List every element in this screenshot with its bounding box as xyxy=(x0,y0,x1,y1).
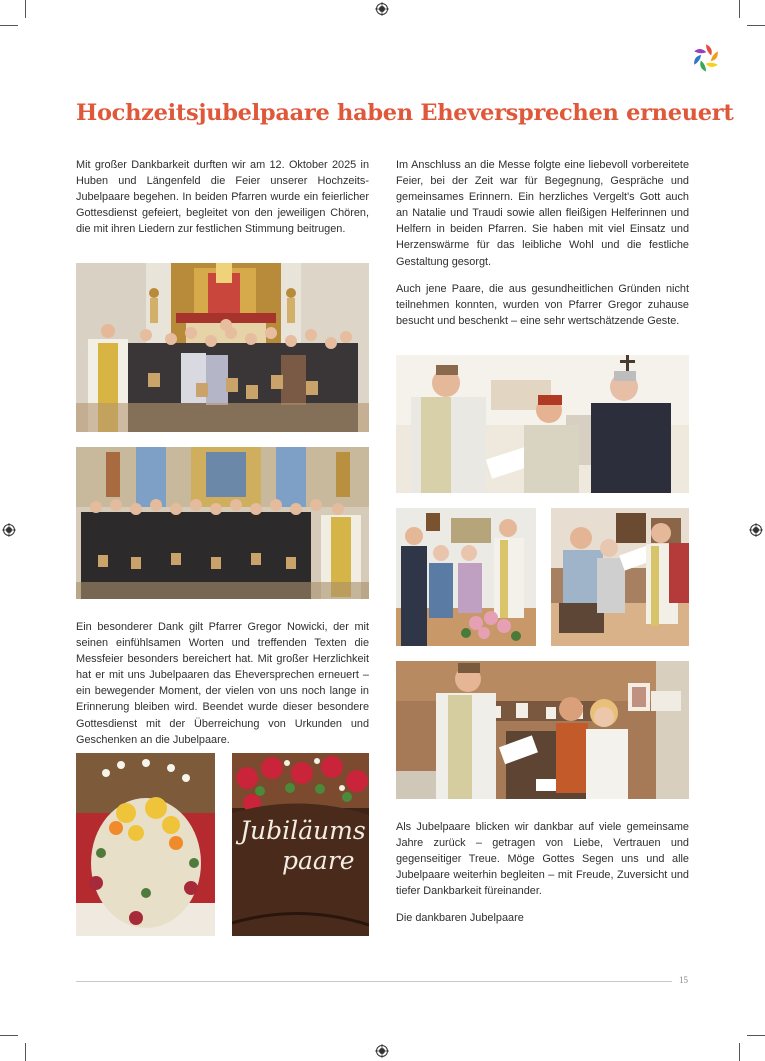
page-number: 15 xyxy=(679,975,688,985)
registration-mark-icon xyxy=(375,2,389,16)
crop-mark xyxy=(0,25,18,26)
article-paragraph-thanks: Ein besonderer Dank gilt Pfarrer Gregor Nowicki, der mit seinen einfühlsamen Worten und treffenden Texten die Messfeier besonders bereichert hat. Mit großer Herzlichkeit hat er mit uns Jubelpaaren das Eheversprechen erneuert – ein bewegender Moment, der vielen von uns noch lange in Erinnerung bleiben wird. Beendet wurde dieser besondere Gottesdienst mit der Überreichung von Urkunden und Geschenken an die Jubelpaare. xyxy=(76,621,369,746)
crop-mark xyxy=(747,25,765,26)
cake-lettering-line2: paare xyxy=(282,846,355,875)
photo-home-visit-couple xyxy=(396,355,689,493)
crop-mark xyxy=(739,1043,740,1061)
crop-mark xyxy=(25,1043,26,1061)
article-signature: Die dankbaren Jubelpaare xyxy=(396,912,524,924)
article-paragraph-intro: Mit großer Dankbarkeit durften wir am 12. Oktober 2025 in Huben und Längenfeld die Feier unserer Hochzeits-Jubelpaare begehen. In beiden Pfarren wurde ein feierlicher Gottesdienst gefeiert, begleitet von den jeweiligen Chören, die mit ihren Liedern zur festlichen Stimmung beitrugen. xyxy=(76,159,369,236)
crop-mark xyxy=(0,1035,18,1036)
photo-group-church-huben xyxy=(76,263,369,432)
crop-mark xyxy=(25,0,26,18)
photo-decorated-cake xyxy=(76,753,215,936)
article-paragraph-closing: Als Jubelpaare blicken wir dankbar auf viele gemeinsame Jahre zurück – getragen von Liebe, Vertrauen und gegenseitiger Treue. Möge Gottes Segen uns und alle Jubelpaare weiterhin begleiten – mit Freude, Zuversicht und tiefer Dankbarkeit füreinander. xyxy=(396,821,689,898)
photo-group-church-laengenfeld xyxy=(76,447,369,599)
registration-mark-icon xyxy=(2,523,16,537)
article-paragraph-celebration: Im Anschluss an die Messe folgte eine liebevoll vorbereitete Feier, bei der Zeit war für Begegnung, Gespräche und gemeinsames Erinnern. Ein herzliches Vergelt's Gott auch an Natalie und Traudi sowie allen fleißigen Helferinnen und Helfern in beiden Pfarren. Sie haben mit viel Einsatz und Herzenswärme für das leibliche Wohl und die festliche Gestaltung gesorgt. xyxy=(396,159,689,268)
article-title: Hochzeitsjubelpaare haben Eheversprechen erneuert xyxy=(76,100,734,126)
crop-mark xyxy=(747,1035,765,1036)
cake-lettering-line1: Jubiläums xyxy=(240,816,366,845)
registration-mark-icon xyxy=(375,1044,389,1058)
footer-divider xyxy=(76,981,672,982)
crop-mark xyxy=(739,0,740,18)
registration-mark-icon xyxy=(749,523,763,537)
photo-chocolate-cake xyxy=(232,753,369,936)
photo-home-visit-living-room xyxy=(396,661,689,799)
article-paragraph-home-visits: Auch jene Paare, die aus gesundheitlichen Gründen nicht teilnehmen konnten, wurden von Pfarrer Gregor zuhause besucht und beschenkt – eine sehr wertschätzende Geste. xyxy=(396,283,689,328)
parish-logo-icon xyxy=(689,41,723,75)
photo-home-visit-certificate xyxy=(551,508,689,646)
photo-home-visit-flowers xyxy=(396,508,536,646)
